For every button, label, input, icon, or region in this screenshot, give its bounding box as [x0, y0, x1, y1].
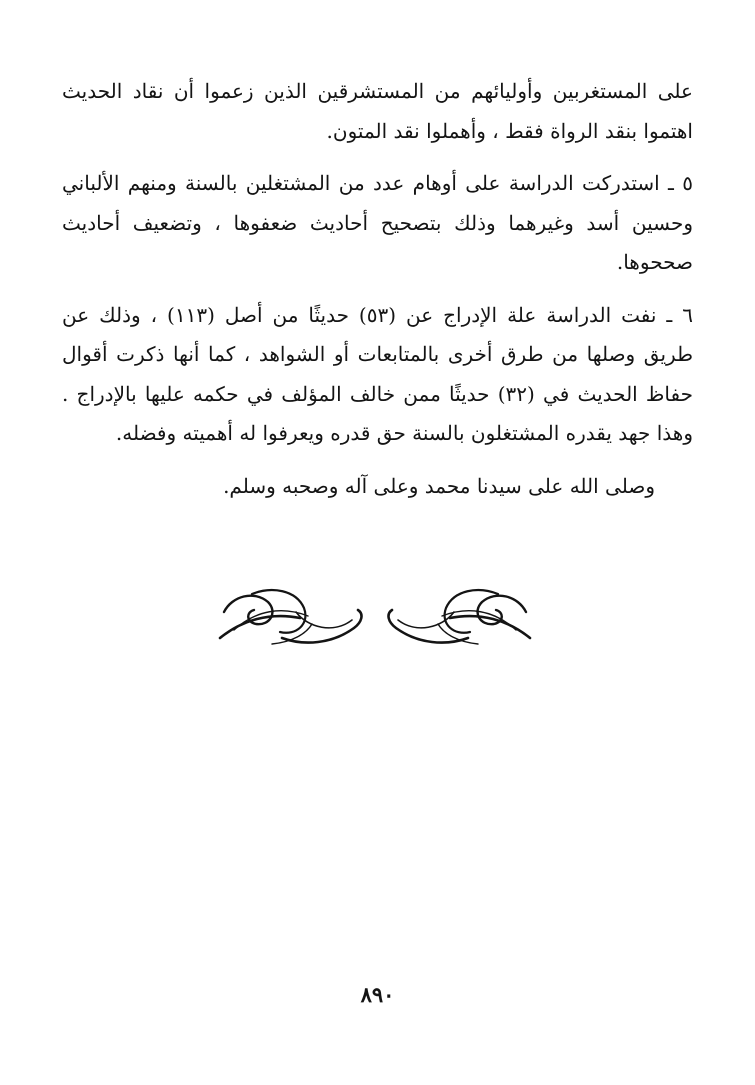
paragraph-point-5: ٥ ـ استدركت الدراسة على أوهام عدد من المشتغلين بالسنة ومنهم الألباني وحسين أسد وغيرهما وذلك بتصحيح أحاديث ضعفوها ، وتضعيف أحاديث صححوها. [62, 171, 693, 274]
body-text [62, 72, 693, 519]
paragraph-intro: على المستغربين وأوليائهم من المستشرقين الذين زعموا أن نقاد الحديث اهتموا بنقد الرواة فقط ، وأهملوا نقد المتون. [62, 79, 693, 143]
ornament-left-half [220, 590, 361, 644]
page-number: ٨٩٠ [360, 982, 395, 1007]
ornament-divider-icon [212, 582, 538, 652]
ornament-right-half [389, 590, 530, 644]
closing-prayer: وصلى الله على سيدنا محمد وعلى آله وصحبه وسلم. [223, 473, 655, 498]
paragraph-point-6: ٦ ـ نفت الدراسة علة الإدراج عن (٥٣) حديثًا من أصل (١١٣) ، وذلك عن طريق وصلها من طرق أخرى بالمتابعات أو الشواهد ، كما أنها ذكرت أقوال حفاظ الحديث في (٣٢) حديثًا ممن خالف المؤلف في حكمه عليها بالإدراج . وهذا جهد يقدره المشتغلون بالسنة حق قدره ويعرفوا له أهميته وفضله. [62, 302, 693, 445]
